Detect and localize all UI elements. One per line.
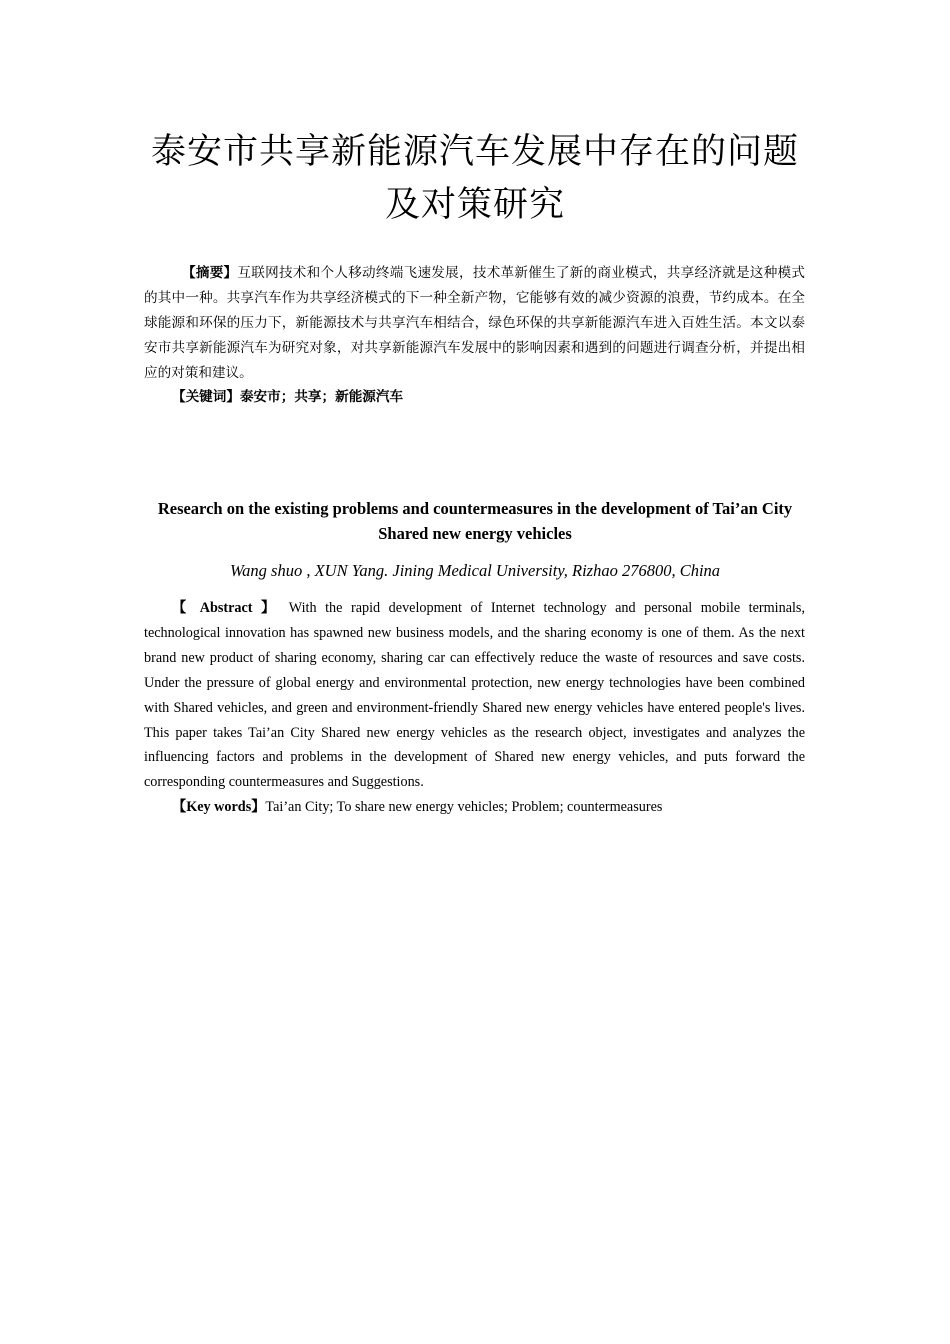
english-title-line-2: Shared new energy vehicles	[378, 524, 572, 543]
english-abstract	[144, 596, 805, 795]
english-authors: Wang shuo , XUN Yang. Jining Medical University, Rizhao 276800, China	[229, 561, 721, 580]
chinese-title-line-1: 泰安市共享新能源汽车发展中存在的问题	[150, 132, 799, 172]
english-title-line-1: Research on the existing problems and countermeasures in the development of Tai’an City	[157, 499, 793, 518]
english-abstract-label: 【 Abstract 】	[172, 600, 281, 616]
chinese-title-line-2: 及对策研究	[384, 185, 565, 225]
chinese-keywords-text: 泰安市；共享；新能源汽车	[239, 389, 404, 405]
chinese-abstract	[144, 261, 805, 386]
chinese-abstract-label: 【摘要】	[182, 265, 238, 281]
chinese-abstract-text: 互联网技术和个人移动终端飞速发展，技术革新催生了新的商业模式，共享经济就是这种模式的其中一种。共享汽车作为共享经济模式的下一种全新产物，它能够有效的减少资源的浪费，节约成本。在全球能源和环保的压力下，新能源技术与共享汽车相结合，绿色环保的共享新能源汽车进入百姓生活。本文以泰安市共享新能源汽车为研究对象，对共享新能源汽车发展中的影响因素和遇到的问题进行调查分析，并提出相应的对策和建议。	[144, 265, 806, 381]
english-keywords-text: Tai’an City; To share new energy vehicles; Problem; countermeasures	[265, 799, 663, 815]
chinese-keywords-label: 【关键词】	[172, 389, 240, 405]
english-title	[120, 496, 830, 546]
english-abstract-text: With the rapid development of Internet technology and personal mobile terminals, technological innovation has spawned new business models, and the sharing economy is one of them. As the next brand new product of sharing economy, sharing car can effectively reduce the waste of resources and save costs. Under the pressure of global energy and environmental protection, new energy technologies have been combined with Shared vehicles, and green and environment-friendly Shared new energy vehicles have entered people's lives. This paper takes Tai’an City Shared new energy vehicles as the research object, investigates and analyzes the influencing factors and problems in the development of Shared new energy vehicles, and puts forward the corresponding countermeasures and Suggestions.	[144, 600, 806, 791]
english-keywords	[144, 795, 805, 819]
english-keywords-label: 【Key words】	[172, 799, 266, 815]
chinese-keywords	[144, 386, 805, 408]
